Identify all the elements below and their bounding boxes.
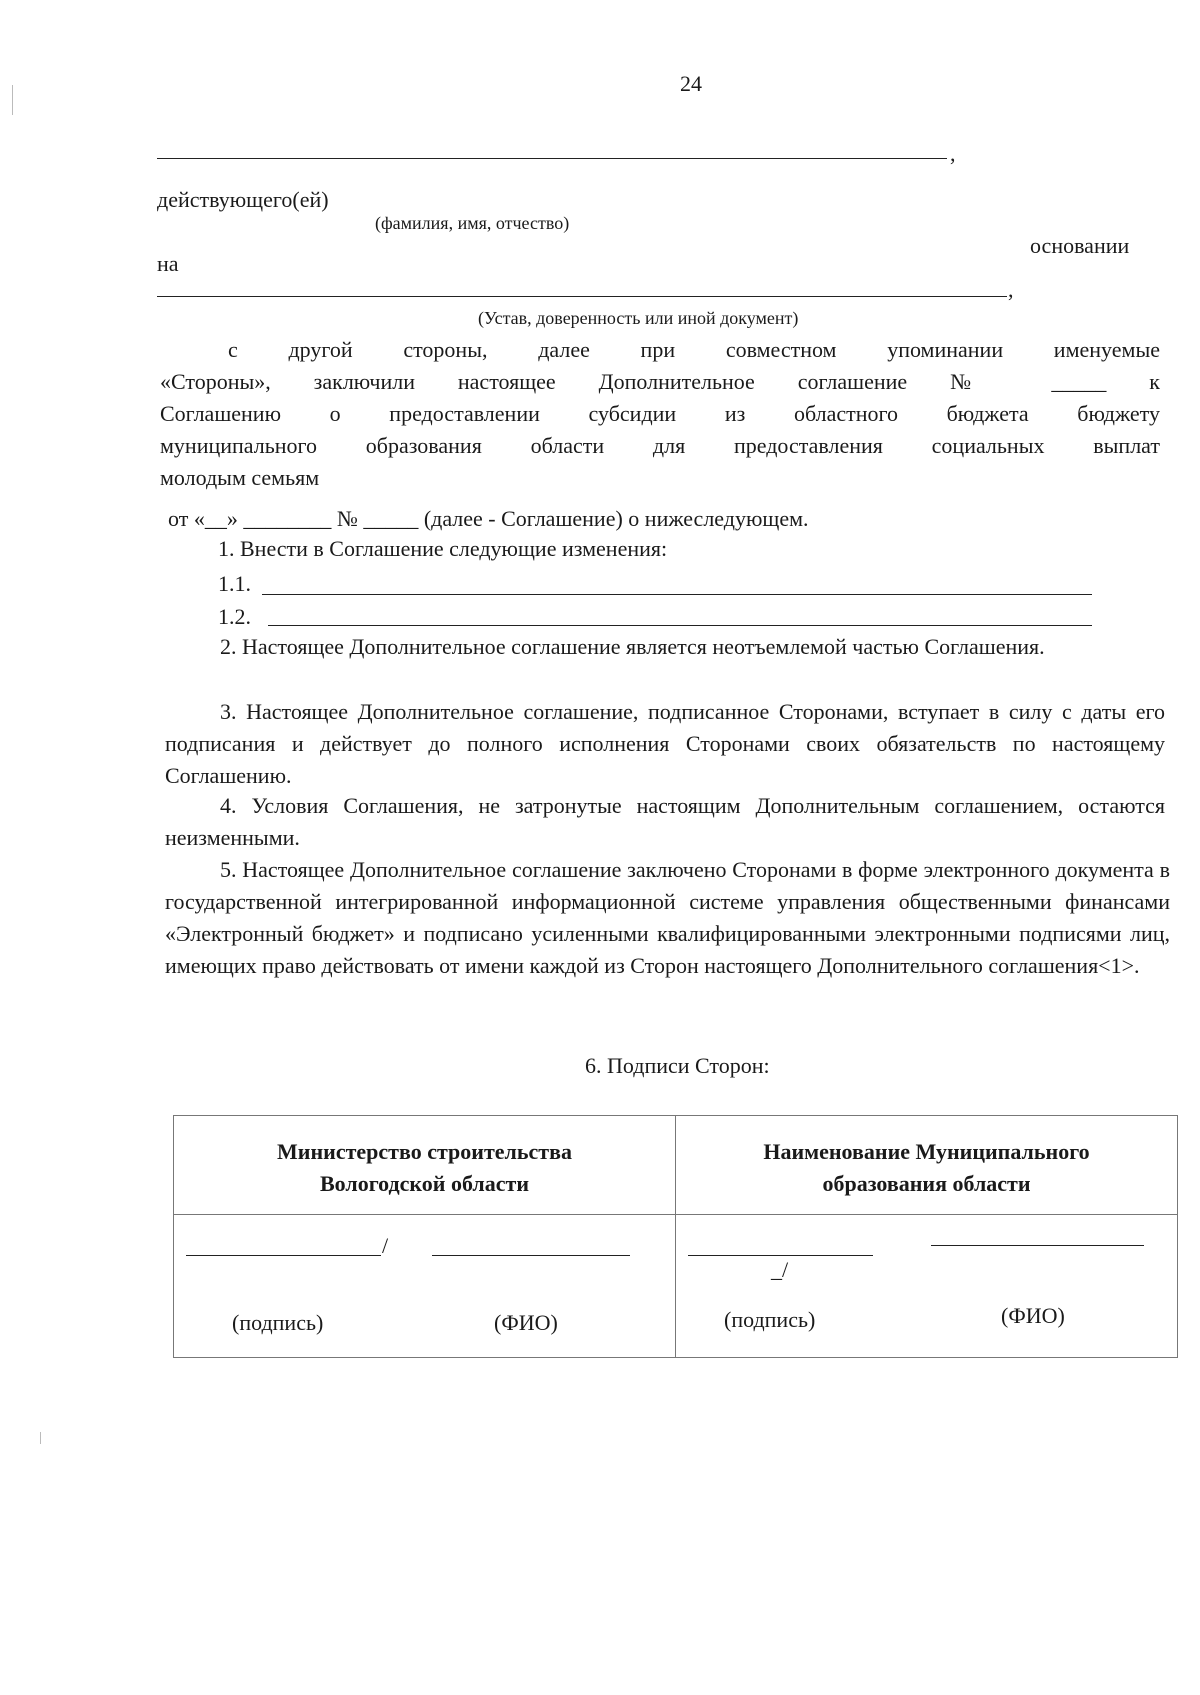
item-3: 3. Настоящее Дополнительное соглашение, подписанное Сторонами, вступает в силу с даты его подписания и действует до полного исполнения Сторонами своих обязательств по настоящему Соглашению. <box>165 699 1165 788</box>
right-fio-label: (ФИО) <box>1001 1302 1065 1328</box>
item-5: 5. Настоящее Дополнительное соглашение заключено Сторонами в форме электронного документа в государственной интегрированной информационной системе управления общественными финансами «Электронный бюджет» и подписано усиленными квалифицированными электронными подписями лиц, имеющих право действовать от имени каждой из Сторон настоящего Дополнительного соглашения<1>. <box>165 857 1170 978</box>
right-party-header <box>676 1116 1178 1215</box>
representative-name-line <box>157 158 947 159</box>
scan-edge-mark <box>40 1432 41 1444</box>
intro-line-1: с другой стороны, далее при совместном упоминании именуемые <box>228 337 1160 362</box>
item-1-1-line <box>262 594 1092 595</box>
line-comma: , <box>1008 277 1014 302</box>
left-signature-line <box>186 1255 381 1256</box>
right-signature-line <box>688 1255 873 1256</box>
osnovanii-label: основании <box>1030 233 1130 258</box>
left-sign-label: (подпись) <box>232 1309 324 1335</box>
item-1-1-label: 1.1. <box>218 571 251 596</box>
left-fio-line <box>432 1255 630 1256</box>
line-comma: , <box>950 141 956 166</box>
left-party-name: Министерство строительства Вологодской области <box>277 1139 572 1196</box>
basis-caption: (Устав, доверенность или иной документ) <box>478 308 799 328</box>
intro-line-4: муниципального образования области для предоставления социальных выплат <box>160 433 1160 458</box>
intro-line-3: Соглашению о предоставлении субсидии из областного бюджета бюджету <box>160 401 1160 426</box>
intro-line-2: «Стороны», заключили настоящее Дополнительное соглашение № _____ к <box>160 369 1160 394</box>
item-6: 6. Подписи Сторон: <box>585 1053 770 1078</box>
left-fio-label: (ФИО) <box>494 1309 558 1335</box>
scan-edge-mark <box>12 85 13 115</box>
item-4: 4. Условия Соглашения, не затронутые настоящим Дополнительным соглашением, остаются неизменными. <box>165 793 1165 850</box>
na-label: на <box>157 251 179 276</box>
item-1: 1. Внести в Соглашение следующие изменения: <box>218 536 668 561</box>
intro-line-5: молодым семьям <box>160 465 320 490</box>
signatures-table <box>173 1115 1178 1358</box>
right-fio-line <box>931 1245 1144 1246</box>
item-2: 2. Настоящее Дополнительное соглашение является неотъемлемой частью Соглашения. <box>220 634 1045 659</box>
left-signature-cell <box>174 1214 676 1357</box>
acting-label: действующего(ей) <box>157 187 329 212</box>
item-1-2-line <box>268 625 1092 626</box>
left-party-header <box>174 1116 676 1215</box>
right-slash: _/ <box>771 1256 789 1282</box>
right-sign-label: (подпись) <box>724 1306 816 1332</box>
right-signature-cell <box>676 1214 1178 1357</box>
right-party-name: Наименование Муниципального образования области <box>763 1139 1090 1196</box>
page-number: 24 <box>680 71 702 96</box>
left-slash: / <box>382 1232 389 1258</box>
date-number-line: от «__» ________ № _____ (далее - Соглашение) о нижеследующем. <box>168 506 809 531</box>
item-1-2-label: 1.2. <box>218 604 251 629</box>
fio-caption: (фамилия, имя, отчество) <box>375 213 570 233</box>
basis-document-line <box>157 296 1007 297</box>
